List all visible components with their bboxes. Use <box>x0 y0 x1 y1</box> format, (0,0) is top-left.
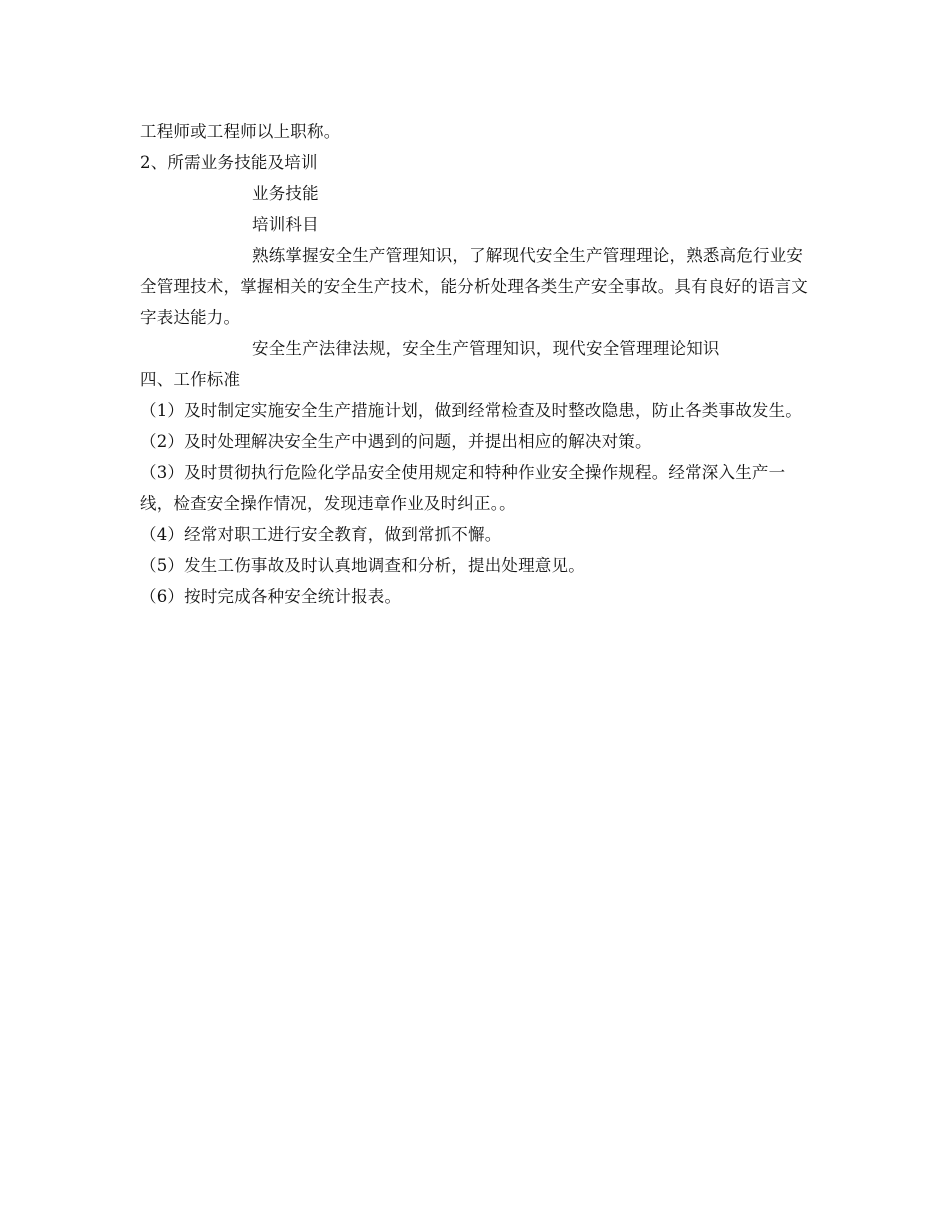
qualification-text: 工程师或工程师以上职称。 <box>140 122 341 141</box>
section-heading-skills-training: 2、所需业务技能及培训 <box>140 153 318 172</box>
standard-item-1: （1）及时制定实施安全生产措施计划，做到经常检查及时整改隐患，防止各类事故发生。 <box>140 401 802 420</box>
standard-item-5: （5）发生工伤事故及时认真地调查和分析，提出处理意见。 <box>140 556 585 575</box>
label-training-subjects: 培训科目 <box>252 215 319 234</box>
standard-item-6: （6）按时完成各种安全统计报表。 <box>140 587 402 606</box>
label-business-skills: 业务技能 <box>252 184 319 203</box>
training-subjects-description: 安全生产法律法规，安全生产管理知识，现代安全管理理论知识 <box>252 339 720 358</box>
section-heading-work-standards: 四、工作标准 <box>140 370 241 389</box>
document-body <box>140 116 812 612</box>
standard-item-2: （2）及时处理解决安全生产中遇到的问题，并提出相应的解决对策。 <box>140 432 652 451</box>
standard-item-4: （4）经常对职工进行安全教育，做到常抓不懈。 <box>140 525 502 544</box>
skills-description: 熟练掌握安全生产管理知识，了解现代安全生产管理理论，熟悉高危行业安全管理技术，掌握相关的安全生产技术，能分析处理各类生产安全事故。具有良好的语言文字表达能力。 <box>140 246 808 327</box>
standard-item-3: （3）及时贯彻执行危险化学品安全使用规定和特种作业安全操作规程。经常深入生产一线，检查安全操作情况，发现违章作业及时纠正。。 <box>140 463 786 513</box>
